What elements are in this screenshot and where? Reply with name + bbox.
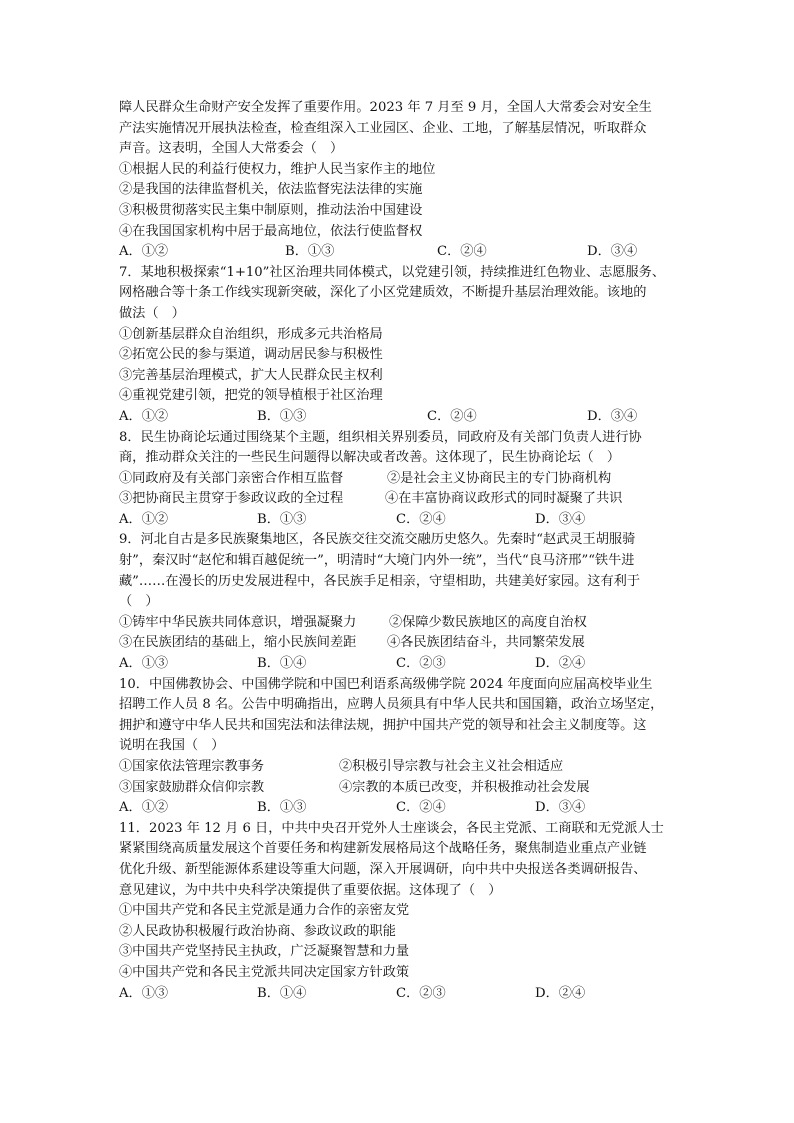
- answer-choice-a: A．①②: [119, 244, 169, 260]
- answer-choice-d: D．③④: [587, 408, 638, 424]
- option-statement: ③国家鼓励群众信仰宗教: [119, 779, 265, 795]
- answer-choice-b: B．①④: [257, 985, 307, 1001]
- answer-choices: [119, 242, 679, 263]
- question-stem-line: 做法（ ）: [119, 305, 185, 321]
- answer-choice-c: C．②④: [396, 800, 446, 816]
- answer-choice-b: B．①③: [257, 408, 307, 424]
- question-stem-line: 射”，秦汉时“赵佗和辑百越促统一”，明清时“大境门内外一统”，当代“良马济邢”“铁牛进: [119, 553, 635, 569]
- question-stem-line: 8．民生协商论坛通过围绕某个主题，组织相关界别委员，同政府及有关部门负责人进行协: [119, 429, 642, 445]
- question-stem-line: 11．2023 年 12 月 6 日，中共中央召开党外人士座谈会，各民主党派、工商联和无党派人士: [119, 820, 664, 836]
- option-statement: ①国家依法管理宗教事务: [119, 759, 265, 774]
- question-stem-line: 产法实施情况开展执法检查，检查组深入工业园区、企业、工地，了解基层情况，听取群众: [119, 120, 647, 136]
- option-statement: ④宗教的本质已改变，并积极推动社会发展: [339, 779, 590, 795]
- question-list: [119, 98, 679, 1004]
- question-stem-line: 优化升级、新型能源体系建设等重大问题，深入开展调研，向中共中央报送各类调研报告、: [119, 861, 647, 877]
- question-stem-line: 网格融合等十条工作线实现新突破，深化了小区党建质效，不断提升基层治理效能。该地的: [119, 285, 647, 301]
- answer-choices: [119, 510, 679, 531]
- question-stem-line: 招聘工作人员 8 名。公告中明确指出，应聘人员须具有中华人民共和国国籍，政治立场坚定，: [119, 697, 664, 713]
- question-11: [119, 819, 679, 1004]
- question-stem-line: 商，推动群众关注的一些民生问题得以解决或者改善。这体现了，民生协商论坛（ ）: [119, 450, 621, 466]
- answer-choice-c: C．②④: [437, 244, 487, 260]
- question-8: [119, 428, 679, 531]
- answer-choice-b: B．①③: [257, 511, 307, 527]
- option-statement: ④中国共产党和各民主党派共同决定国家方针政策: [119, 964, 410, 980]
- answer-choice-c: C．②③: [396, 656, 446, 672]
- option-statement: ④重视党建引领，把党的领导植根于社区治理: [119, 388, 383, 404]
- question-stem-line: 意见建议，为中共中央科学决策提供了重要依据。这体现了（ ）: [119, 882, 502, 898]
- question-stem-line: 障人民群众生命财产安全发挥了重要作用。2023 年 7 月至 9 月，全国人大常委会对安全生: [119, 100, 652, 115]
- answer-choices: [119, 984, 679, 1005]
- option-row: [119, 778, 679, 799]
- answer-choice-d: D．③④: [535, 800, 586, 816]
- question-stem-line: 声音。这表明，全国人大常委会（ ）: [119, 141, 344, 157]
- option-statement: ①铸牢中华民族共同体意识，增强凝聚力: [119, 614, 357, 630]
- question-9: [119, 530, 679, 674]
- option-statement: ④各民族团结奋斗，共同繁荣发展: [387, 635, 585, 651]
- option-statement: ①同政府及有关部门亲密合作相互监督: [119, 470, 344, 486]
- question-stem-line: 藏”……在漫长的历史发展进程中，各民族手足相亲，守望相助，共建美好家园。这有利于: [119, 573, 641, 589]
- option-statement: ②保障少数民族地区的高度自治权: [389, 614, 587, 630]
- answer-choice-d: D．②④: [535, 985, 586, 1001]
- question-6: [119, 98, 679, 263]
- answer-choices: [119, 407, 679, 428]
- option-statement: ②积极引导宗教与社会主义社会相适应: [339, 759, 564, 774]
- answer-choice-c: C．②③: [396, 985, 446, 1001]
- answer-choice-a: A．①②: [119, 800, 169, 816]
- question-stem-line: 7．某地积极探索“1+10”社区治理共同体模式，以党建引领，持续推进红色物业、志愿服务、: [119, 264, 666, 280]
- option-statement: ①根据人民的利益行使权力，维护人民当家作主的地位: [119, 161, 436, 177]
- question-10: [119, 675, 679, 819]
- option-row: [119, 489, 679, 510]
- option-statement: ④在丰富协商议政形式的同时凝聚了共识: [385, 491, 623, 507]
- option-row: [119, 757, 679, 778]
- answer-choice-a: A．①③: [119, 985, 169, 1001]
- option-statement: ③积极贯彻落实民主集中制原则，推动法治中国建设: [119, 202, 423, 218]
- answer-choices: [119, 798, 679, 819]
- answer-choice-d: D．③④: [535, 511, 586, 527]
- answer-choice-a: A．①③: [119, 656, 169, 672]
- option-statement: ④在我国国家机构中居于最高地位，依法行使监督权: [119, 223, 423, 239]
- option-statement: ②是我国的法律监督机关，依法监督宪法法律的实施: [119, 182, 423, 198]
- option-row: [119, 613, 679, 634]
- option-statement: ①创新基层群众自治组织，形成多元共治格局: [119, 326, 383, 342]
- question-stem-line: （ ）: [119, 594, 159, 610]
- answer-choice-d: D．②④: [535, 656, 586, 672]
- answer-choice-b: B．①④: [257, 656, 307, 672]
- option-statement: ②拓宽公民的参与渠道，调动居民参与积极性: [119, 347, 383, 363]
- option-statement: ③中国共产党坚持民主执政，广泛凝聚智慧和力量: [119, 944, 410, 960]
- answer-choice-a: A．①②: [119, 408, 169, 424]
- answer-choice-c: C．②④: [396, 511, 446, 527]
- question-stem-line: 9．河北自古是多民族聚集地区，各民族交往交流交融历史悠久。先秦时“赵武灵王胡服骑: [119, 532, 636, 548]
- option-row: [119, 633, 679, 654]
- question-stem-line: 拥护和遵守中华人民共和国宪法和法律法规，拥护中国共产党的领导和社会主义制度等。这: [119, 717, 647, 733]
- answer-choice-a: A．①②: [119, 511, 169, 527]
- answer-choice-c: C．②④: [427, 408, 477, 424]
- answer-choices: [119, 654, 679, 675]
- question-stem-line: 10．中国佛教协会、中国佛学院和中国巴利语系高级佛学院 2024 年度面向应届高校毕业生: [119, 676, 653, 692]
- option-statement: ①中国共产党和各民主党派是通力合作的亲密友党: [119, 903, 410, 919]
- option-statement: ③在民族团结的基础上，缩小民族间差距: [119, 635, 357, 651]
- question-stem-line: 紧紧围绕高质量发展这个首要任务和构建新发展格局这个战略任务，聚焦制造业重点产业链: [119, 841, 647, 857]
- option-statement: ②是社会主义协商民主的专门协商机构: [387, 470, 612, 486]
- answer-choice-d: D．③④: [587, 244, 638, 260]
- option-statement: ②人民政协积极履行政治协商、参政议政的职能: [119, 923, 396, 939]
- answer-choice-b: B．①③: [285, 244, 335, 260]
- option-row: [119, 469, 679, 490]
- question-7: [119, 263, 679, 428]
- answer-choice-b: B．①③: [257, 800, 307, 816]
- option-statement: ③把协商民主贯穿于参政议政的全过程: [119, 491, 344, 507]
- question-stem-line: 说明在我国（ ）: [119, 738, 225, 754]
- option-statement: ③完善基层治理模式，扩大人民群众民主权利: [119, 367, 383, 383]
